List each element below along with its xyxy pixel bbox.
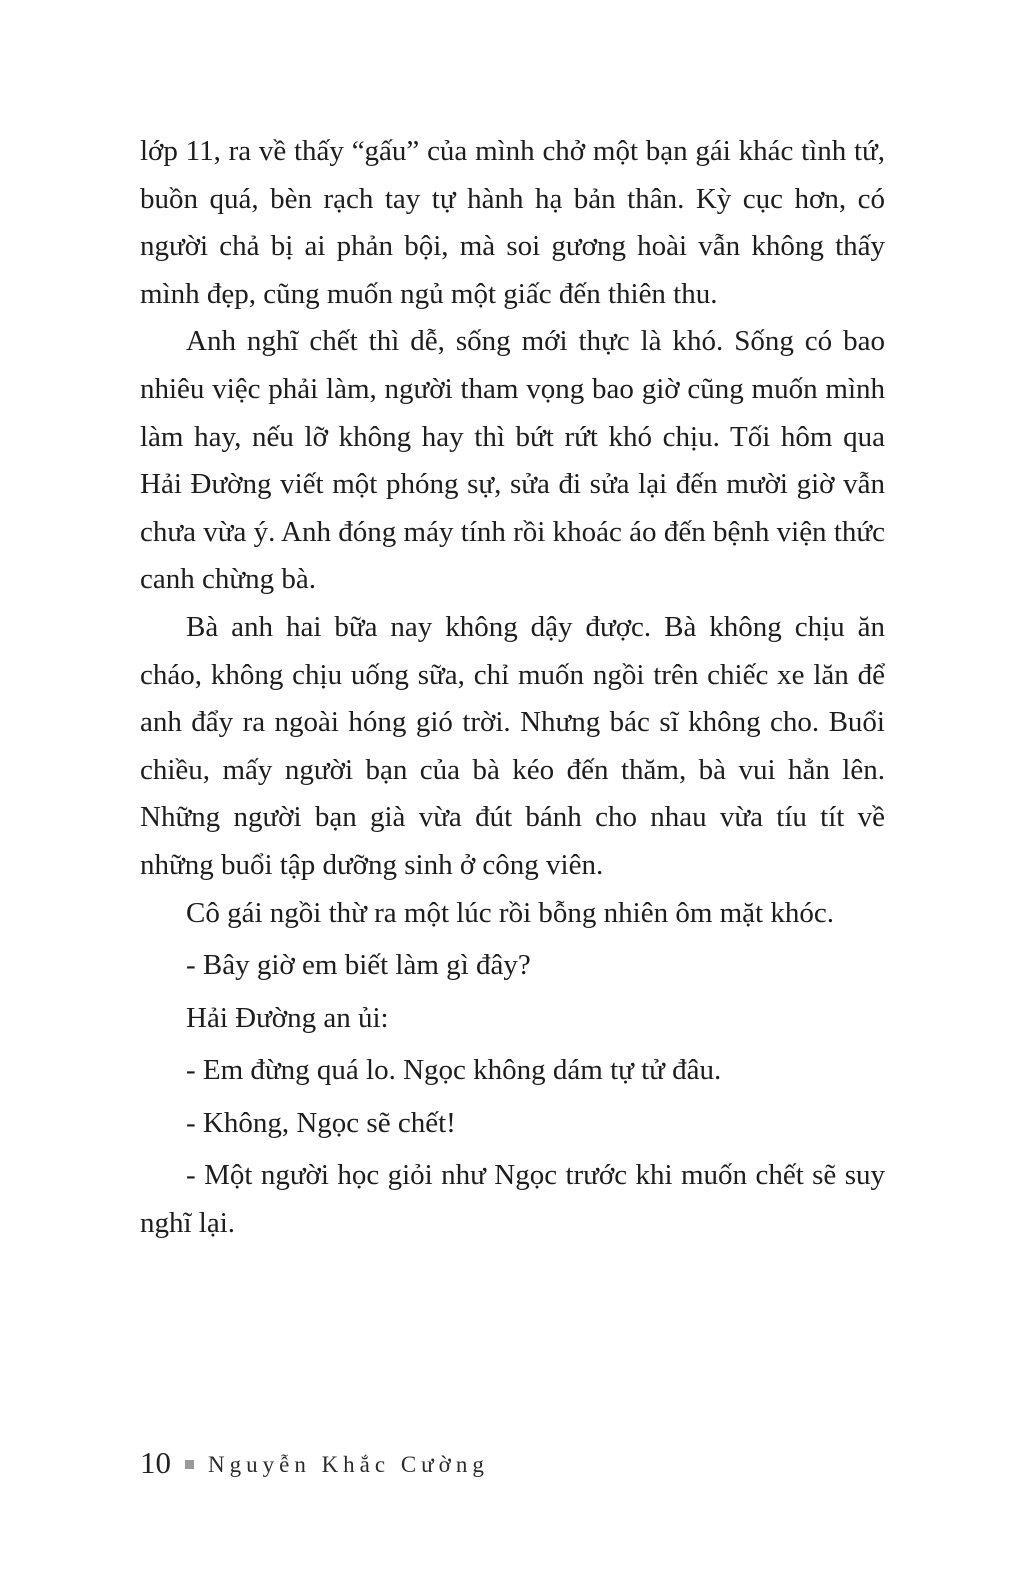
body-paragraph: Bà anh hai bữa nay không dậy được. Bà không chịu ăn cháo, không chịu uống sữa, chỉ muốn ngồi trên chiếc xe lăn để anh đẩy ra ngoài hóng gió trời. Nhưng bác sĩ không cho. Buổi chiều, mấy người bạn của bà kéo đến thăm, bà vui hẳn lên. Những người bạn già vừa đút bánh cho nhau vừa tíu tít về những buổi tập dưỡng sinh ở công viên. <box>140 610 885 881</box>
square-bullet-icon <box>185 1460 194 1469</box>
body-paragraph: Hải Đường an ủi: <box>186 1001 389 1034</box>
page-footer <box>140 1447 489 1478</box>
body-paragraph: Cô gái ngồi thừ ra một lúc rồi bỗng nhiên ôm mặt khóc. <box>186 896 834 929</box>
dialogue-line: - Không, Ngọc sẽ chết! <box>186 1106 456 1139</box>
page-number: 10 <box>140 1445 171 1480</box>
body-paragraph: Anh nghĩ chết thì dễ, sống mới thực là khó. Sống có bao nhiêu việc phải làm, người tham vọng bao giờ cũng muốn mình làm hay, nếu lỡ không hay thì bứt rứt khó chịu. Tối hôm qua Hải Đường viết một phóng sự, sửa đi sửa lại đến mười giờ vẫn chưa vừa ý. Anh đóng máy tính rồi khoác áo đến bệnh viện thức canh chừng bà. <box>140 325 885 596</box>
body-paragraph: lớp 11, ra về thấy “gấu” của mình chở một bạn gái khác tình tứ, buồn quá, bèn rạch tay tự hành hạ bản thân. Kỳ cục hơn, có người chả bị ai phản bội, mà soi gương hoài vẫn không thấy mình đẹp, cũng muốn ngủ một giấc đến thiên thu. <box>140 135 885 310</box>
author-name: Nguyễn Khắc Cường <box>208 1451 489 1477</box>
page-body-text <box>140 128 885 1248</box>
dialogue-line: - Một người học giỏi như Ngọc trước khi muốn chết sẽ suy nghĩ lại. <box>140 1159 885 1240</box>
dialogue-line: - Em đừng quá lo. Ngọc không dám tự tử đâu. <box>186 1054 722 1087</box>
dialogue-line: - Bây giờ em biết làm gì đây? <box>186 949 531 982</box>
